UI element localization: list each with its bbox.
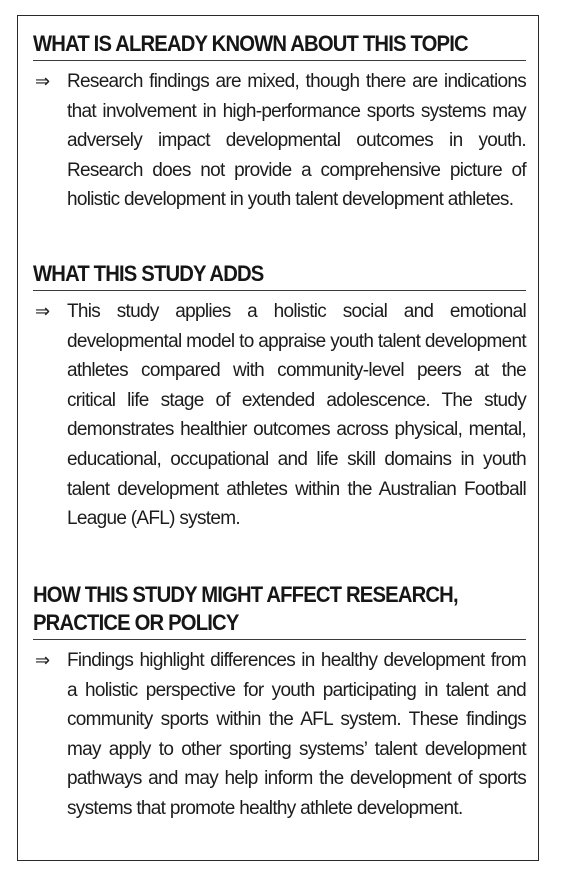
section-heading-line-1: HOW THIS STUDY MIGHT AFFECT RESEARCH,: [33, 582, 458, 607]
implies-arrow-icon: ⇒: [35, 71, 51, 92]
section-divider: [33, 60, 526, 61]
bullet-item: [33, 297, 526, 534]
bullet-item: [33, 67, 526, 215]
implies-arrow-icon: ⇒: [35, 301, 51, 322]
implies-arrow-icon: ⇒: [35, 650, 51, 671]
section-heading: WHAT THIS STUDY ADDS: [33, 261, 264, 286]
key-messages-box: [17, 15, 539, 861]
bullet-text: Findings highlight differences in healthy development from a holistic perspective for youth participating in talent and community sports within the AFL system. These findings may apply to other sporting systems’ talent development pathways and may help inform the development of sports systems that promote healthy athlete development.: [67, 650, 526, 819]
section-study-adds: [33, 260, 526, 534]
section-heading: WHAT IS ALREADY KNOWN ABOUT THIS TOPIC: [33, 31, 468, 56]
section-divider: [33, 290, 526, 291]
section-affect-research: [33, 581, 526, 824]
bullet-item: [33, 646, 526, 824]
section-heading-line-2: PRACTICE OR POLICY: [33, 610, 239, 635]
bullet-text: This study applies a holistic social and emotional developmental model to appraise youth talent development athletes compared with community-level peers at the critical life stage of extended adolescence. The study demonstrates healthier outcomes across physical, mental, educational, occupational and life skill domains in youth talent development athletes within the Australian Football League (AFL) system.: [67, 301, 526, 530]
section-already-known: [33, 30, 526, 215]
section-divider: [33, 639, 526, 640]
bullet-text: Research findings are mixed, though there are indications that involvement in high-performance sports systems may adversely impact developmental outcomes in youth. Research does not provide a comprehensive picture of holistic development in youth talent development athletes.: [67, 71, 526, 211]
